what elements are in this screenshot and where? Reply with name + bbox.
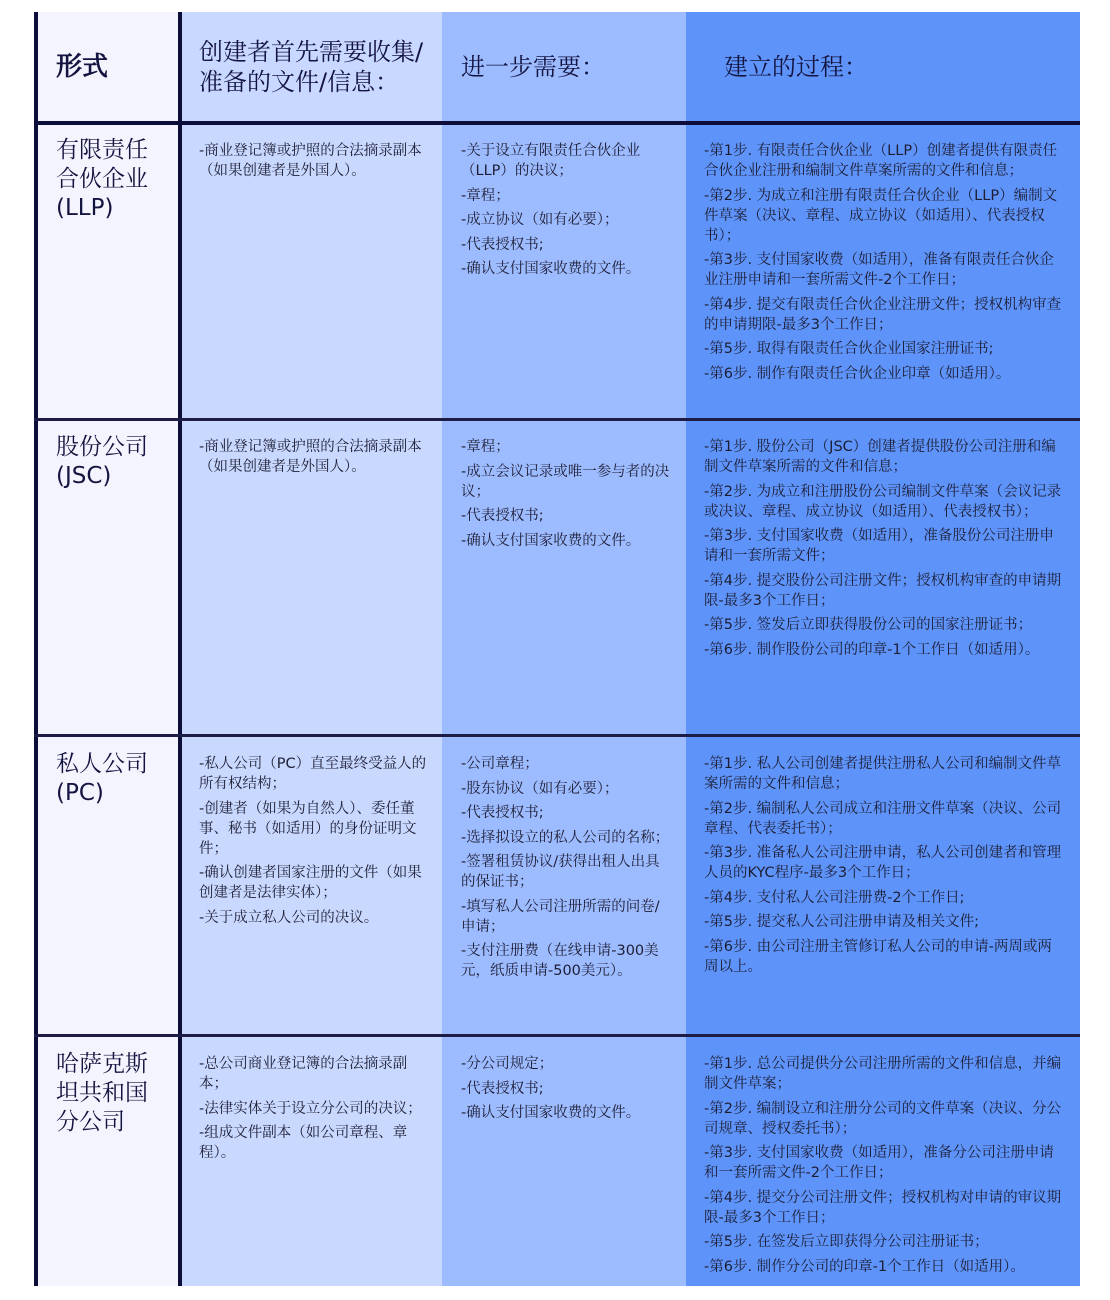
further-list (461, 1054, 671, 1128)
list-item: -支付注册费（在线申请-300美元，纸质申请-500美元）。 (461, 943, 659, 979)
list-item: -章程； (461, 187, 510, 204)
list-item: -创建者（如果为自然人）、委任董事、秘书（如适用）的身份证明文件； (199, 800, 417, 857)
list-item: -代表授权书; (461, 508, 544, 524)
list-item: -确认支付国家收费的文件。 (461, 1105, 641, 1121)
list-item: -第2步. 编制私人公司成立和注册文件草案（决议、公司章程、代表委托书）； (704, 800, 1062, 837)
list-item: -第1步. 有限责任合伙企业（LLP）创建者提供有限责任合伙企业注册和编制文件草案所需的文件和信息； (704, 143, 1058, 179)
list-item: -填写私人公司注册所需的问卷/申请； (461, 898, 660, 935)
list-item: -第6步. 由公司注册主管修订私人公司的申请-两周或两周以上。 (704, 938, 1052, 975)
list-item: -成立会议记录或唯一参与者的决议； (461, 463, 670, 500)
list-item: -第2步. 为成立和注册股份公司编制文件草案（会议记录或决议、章程、成立协议（如适用）、代表授权书）； (704, 483, 1062, 520)
list-item: -第1步. 股份公司（JSC）创建者提供股份公司注册和编制文件草案所需的文件和信息； (704, 439, 1056, 475)
list-item: -第1步. 私人公司创建者提供注册私人公司和编制文件草案所需的文件和信息； (704, 756, 1062, 792)
list-item: -第5步. 签发后立即获得股份公司的国家注册证书； (704, 617, 1033, 633)
list-item: -确认创建者国家注册的文件（如果创建者是法律实体）； (199, 865, 422, 901)
list-item: -公司章程； (461, 756, 539, 772)
list-item: -确认支付国家收费的文件。 (461, 532, 641, 549)
list-item: -第6步. 制作股份公司的印章-1个工作日（如适用）。 (704, 641, 1040, 658)
form-name-jsc: 股份公司(JSC) (56, 434, 148, 489)
header-docs: 创建者首先需要收集/准备的文件/信息： (199, 38, 424, 96)
header-separator (34, 121, 1080, 125)
docs-list (199, 1054, 431, 1168)
list-item: -第3步. 支付国家收费（如适用），准备分公司注册申请和一套所需文件-2个工作日； (704, 1145, 1054, 1181)
list-item: -商业登记簿或护照的合法摘录副本（如果创建者是外国人）。 (199, 439, 422, 475)
row-separator (34, 1034, 1080, 1037)
list-item: -关于设立有限责任合伙企业（LLP）的决议； (461, 143, 641, 179)
list-item: -签署租赁协议/获得出租人出具的保证书； (461, 854, 660, 890)
process-list (704, 1054, 1066, 1281)
list-item: -确认支付国家收费的文件。 (461, 261, 641, 277)
list-item: -第1步. 总公司提供分公司注册所需的文件和信息，并编制文件草案； (704, 1056, 1062, 1092)
process-list (704, 437, 1066, 664)
list-item: -选择拟设立的私人公司的名称； (461, 829, 670, 846)
left-border (34, 12, 38, 1286)
list-item: -法律实体关于设立分公司的决议； (199, 1100, 422, 1117)
header-form: 形式 (56, 52, 109, 82)
list-item: -章程； (461, 439, 510, 455)
further-list (461, 141, 671, 284)
form-name-llp: 有限责任合伙企业(LLP) (56, 137, 148, 221)
header-further: 进一步需要： (461, 53, 605, 81)
form-name-pc: 私人公司(PC) (56, 751, 148, 806)
list-item: -第2步. 编制设立和注册分公司的文件草案（决议、分公司规章、授权委托书）； (704, 1100, 1062, 1137)
list-item: -股东协议（如有必要）； (461, 780, 619, 797)
list-item: -成立协议（如有必要）； (461, 212, 619, 228)
header-process: 建立的过程： (724, 53, 868, 81)
list-item: -第4步. 支付私人公司注册费-2个工作日; (704, 889, 965, 906)
company-forms-table (34, 12, 1080, 1286)
list-item: -第4步. 提交分公司注册文件；授权机构对申请的审议期限-最多3个工作日； (704, 1189, 1062, 1226)
list-item: -代表授权书; (461, 1080, 544, 1097)
docs-list (199, 754, 431, 932)
process-list (704, 141, 1066, 388)
form-name-branch: 哈萨克斯坦共和国分公司 (56, 1051, 148, 1135)
list-item: -私人公司（PC）直至最终受益人的所有权结构； (199, 756, 427, 792)
list-item: -第5步. 在签发后立即获得分公司注册证书； (704, 1234, 989, 1250)
list-item: -第5步. 提交私人公司注册申请及相关文件; (704, 914, 980, 930)
further-list (461, 754, 671, 986)
column-divider (178, 12, 182, 1286)
list-item: -关于成立私人公司的决议。 (199, 909, 379, 926)
list-item: -第6步. 制作有限责任合伙企业印章（如适用）。 (704, 365, 1011, 382)
list-item: -商业登记簿或护照的合法摘录副本（如果创建者是外国人）。 (199, 143, 422, 179)
row-separator (34, 418, 1080, 421)
row-separator (34, 734, 1080, 737)
list-item: -第4步. 提交有限责任合伙企业注册文件；授权机构审查的申请期限-最多3个工作日； (704, 296, 1062, 333)
list-item: -第5步. 取得有限责任合伙企业国家注册证书; (704, 341, 994, 357)
list-item: -总公司商业登记簿的合法摘录副本； (199, 1056, 408, 1092)
list-item: -第3步. 支付国家收费（如适用），准备股份公司注册申请和一套所需文件； (704, 528, 1054, 564)
list-item: -代表授权书; (461, 236, 544, 253)
list-item: -第3步. 准备私人公司注册申请，私人公司创建者和管理人员的KYC程序-最多3个工作日； (704, 845, 1062, 881)
process-list (704, 754, 1066, 981)
list-item: -组成文件副本（如公司章程、章程）。 (199, 1125, 408, 1161)
list-item: -第2步. 为成立和注册有限责任合伙企业（LLP）编制文件草案（决议、章程、成立协议（如适用）、代表授权书）； (704, 187, 1058, 244)
docs-list (199, 141, 431, 186)
list-item: -第6步. 制作分公司的印章-1个工作日（如适用）。 (704, 1258, 1025, 1275)
list-item: -分公司规定； (461, 1056, 554, 1072)
list-item: -代表授权书; (461, 805, 544, 821)
docs-list (199, 437, 431, 482)
list-item: -第4步. 提交股份公司注册文件；授权机构审查的申请期限-最多3个工作日； (704, 572, 1062, 609)
further-list (461, 437, 671, 555)
list-item: -第3步. 支付国家收费（如适用），准备有限责任合伙企业注册申请和一套所需文件-2个工作日； (704, 252, 1054, 288)
